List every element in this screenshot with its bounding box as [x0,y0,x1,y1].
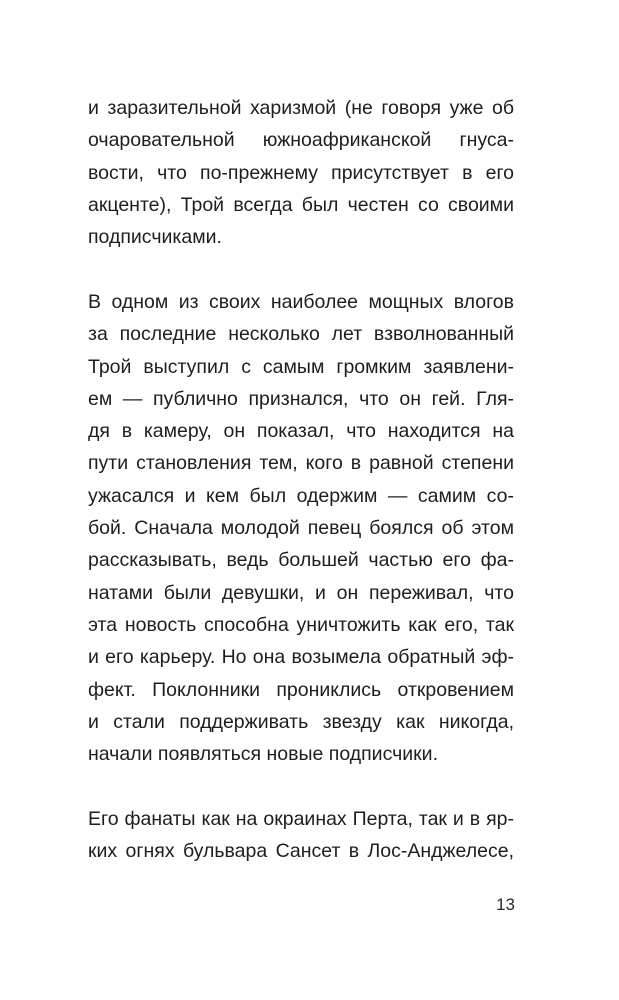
text-line: пути становления тем, кого в равной степени [88,452,514,475]
page-number: 13 [496,895,515,914]
paragraph-2 [88,286,514,770]
text-line: подписчиками. [88,226,222,249]
text-line: рассказывать, ведь большей частью его фа- [88,549,514,572]
text-line: и заразительной харизмой (не говоря уже об [88,97,514,119]
text-line: дя в камеру, он показал, что находится на [88,420,514,443]
text-line: ужасался и кем был одержим — самим со- [88,484,514,507]
paragraph-3 [88,803,514,868]
text-line: за последние несколько лет взволнованный [88,323,514,346]
text-line: и стали поддерживать звезду как никогда, [88,710,514,733]
text-line: и его карьеру. Но она возымела обратный эф- [88,646,514,669]
text-line: В одном из своих наиболее мощных влогов [88,291,514,313]
text-line: эта новость способна уничтожить как его, так [88,613,514,636]
text-line: акценте), Трой всегда был честен со своими [88,193,514,216]
text-line: натами были девушки, и он переживал, что [88,581,514,604]
text-line: ем — публично признался, что он гей. Гля- [88,387,514,410]
text-line: бой. Сначала молодой певец боялся об этом [88,517,514,540]
paragraph-1 [88,92,514,253]
text-line: ких огнях бульвара Сансет в Лос-Анджелесе, [88,840,514,863]
text-line: вости, что по-прежнему присутствует в его [88,161,514,184]
text-line: очаровательной южноафриканской гнуса- [88,129,514,152]
text-line: фект. Поклонники прониклись откровением [88,678,514,701]
text-line: Трой выступил с самым громким заявлени- [88,355,514,378]
text-line: начали появляться новые подписчики. [88,743,438,766]
text-line: Его фанаты как на окраинах Перта, так и в яр- [88,808,514,830]
